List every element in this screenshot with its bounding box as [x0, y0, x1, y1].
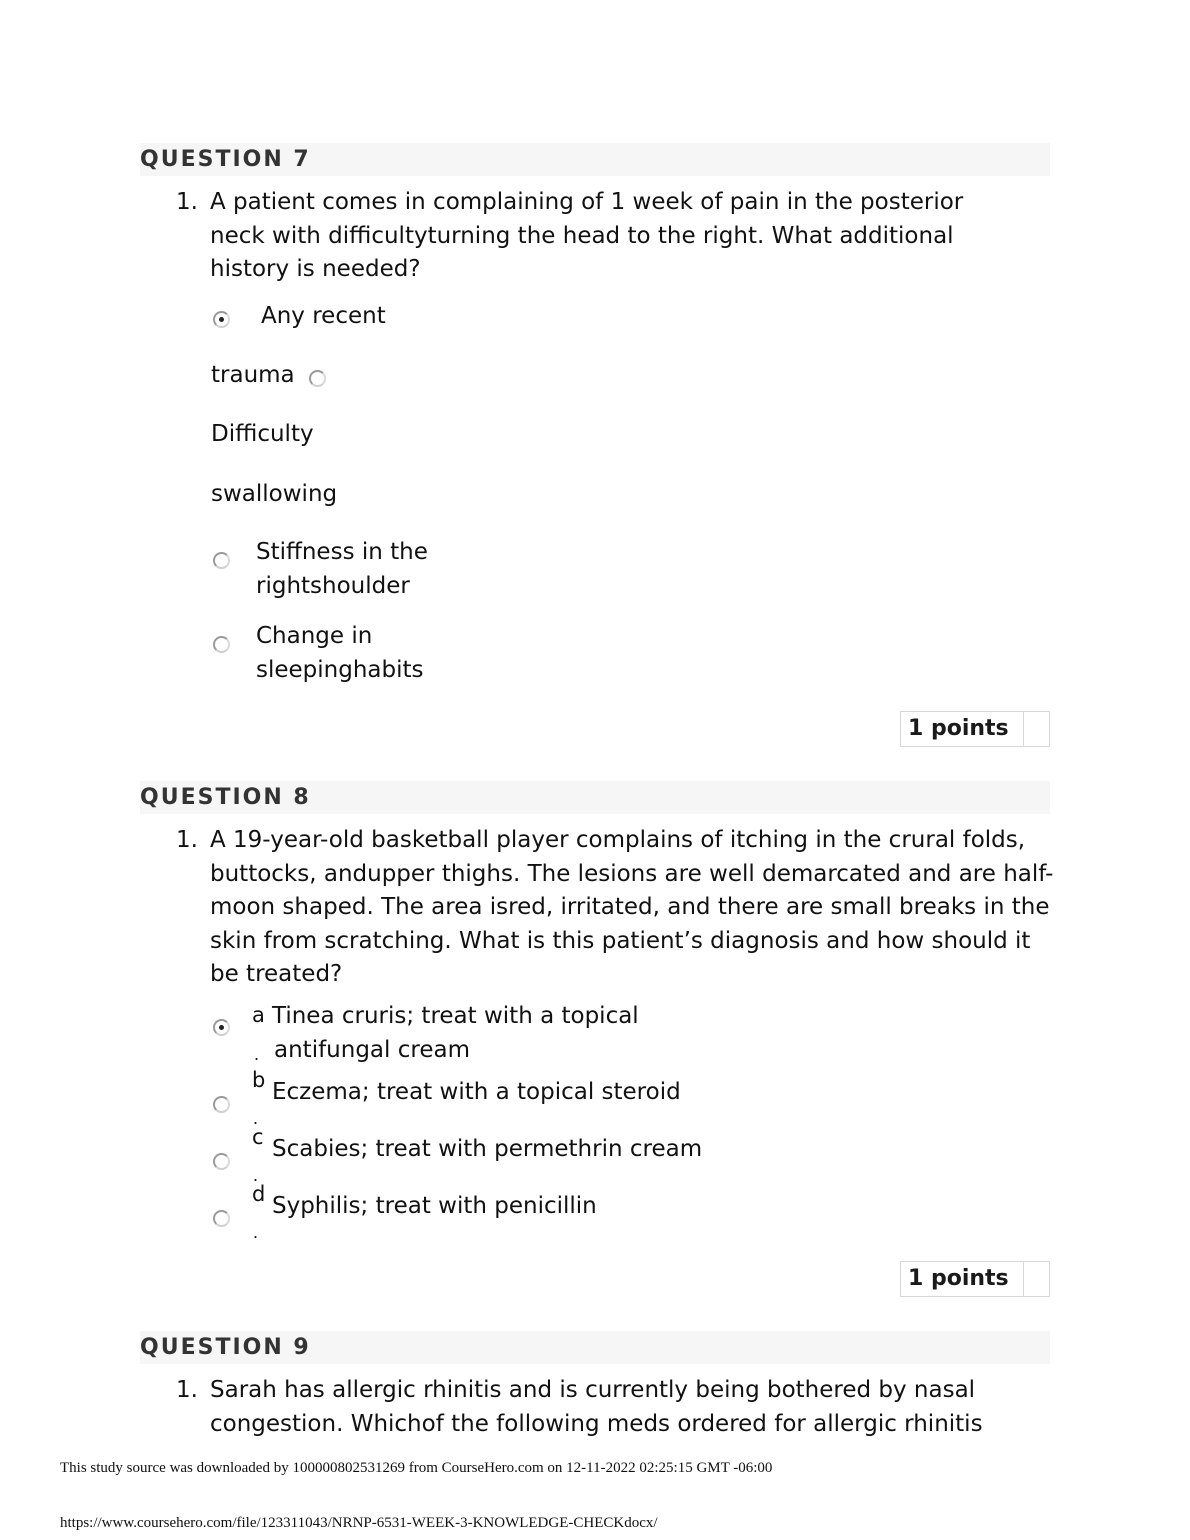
option-label: Scabies; treat with permethrin cream — [272, 1136, 703, 1162]
radio-option-selected[interactable] — [213, 311, 230, 328]
option-letter: a — [252, 1003, 265, 1027]
radio-option[interactable] — [213, 1210, 230, 1227]
question-8-heading: QUESTION 8 — [140, 781, 1050, 814]
option-label: Tinea cruris; treat with a topical — [272, 1003, 639, 1029]
option-label: swallowing — [211, 481, 338, 507]
question-7-text — [176, 186, 1016, 287]
option-label: Difficulty — [211, 421, 314, 447]
radio-option[interactable] — [309, 370, 326, 387]
option-letter-dot: . — [253, 1165, 259, 1185]
option-label: Change in — [256, 623, 373, 649]
question-body: Sarah has allergic rhinitis and is currently being bothered by nasal congestion. Whichof the following meds ordered for allergic rhinitis — [210, 1377, 983, 1437]
question-body: A 19-year-old basketball player complains of itching in the crural folds, buttocks, andupper thighs. The lesions are well demarcated and are half-moon shaped. The area isred, irritated, and there are small breaks in the skin from scratching. What is this patient’s diagnosis and how should it be treated? — [210, 827, 1054, 987]
radio-option[interactable] — [213, 552, 230, 569]
question-9-heading: QUESTION 9 — [140, 1331, 1050, 1364]
option-label: rightshoulder — [256, 573, 410, 599]
option-letter-dot: . — [253, 1108, 259, 1128]
option-letter-dot: . — [253, 1222, 259, 1242]
question-7-heading: QUESTION 7 — [140, 143, 1050, 176]
radio-option[interactable] — [213, 636, 230, 653]
option-letter: c — [252, 1125, 264, 1149]
option-label: antifungal cream — [274, 1037, 470, 1063]
question-number: 1. — [176, 189, 198, 215]
option-label: Syphilis; treat with penicillin — [272, 1193, 597, 1219]
option-letter: b — [252, 1068, 266, 1092]
points-box — [900, 1261, 1050, 1297]
option-label: sleepinghabits — [256, 657, 424, 683]
question-number: 1. — [176, 1377, 198, 1403]
question-number: 1. — [176, 827, 198, 853]
radio-option[interactable] — [213, 1153, 230, 1170]
option-letter: d — [252, 1182, 266, 1206]
option-label: Stiffness in the — [256, 539, 428, 565]
option-label: Any recent — [261, 303, 386, 329]
option-label: Eczema; treat with a topical steroid — [272, 1079, 681, 1105]
points-label: 1 points — [901, 1262, 1024, 1296]
source-url[interactable]: https://www.coursehero.com/file/123311043/NRNP-6531-WEEK-3-KNOWLEDGE-CHECKdocx/ — [60, 1515, 658, 1531]
question-8-text — [176, 824, 1066, 992]
radio-option[interactable] — [213, 1096, 230, 1113]
question-body: A patient comes in complaining of 1 week of pain in the posterior neck with difficultyturning the head to the right. What additional history is needed? — [210, 189, 964, 282]
option-letter-dot: . — [254, 1044, 260, 1064]
question-9-text — [176, 1374, 1046, 1441]
points-box — [900, 711, 1050, 747]
points-label: 1 points — [901, 712, 1024, 746]
option-label: trauma — [211, 362, 295, 388]
radio-option-selected[interactable] — [213, 1019, 230, 1036]
download-notice: This study source was downloaded by 100000802531269 from CourseHero.com on 12-11-2022 02:25:15 GMT -06:00 — [60, 1460, 773, 1476]
